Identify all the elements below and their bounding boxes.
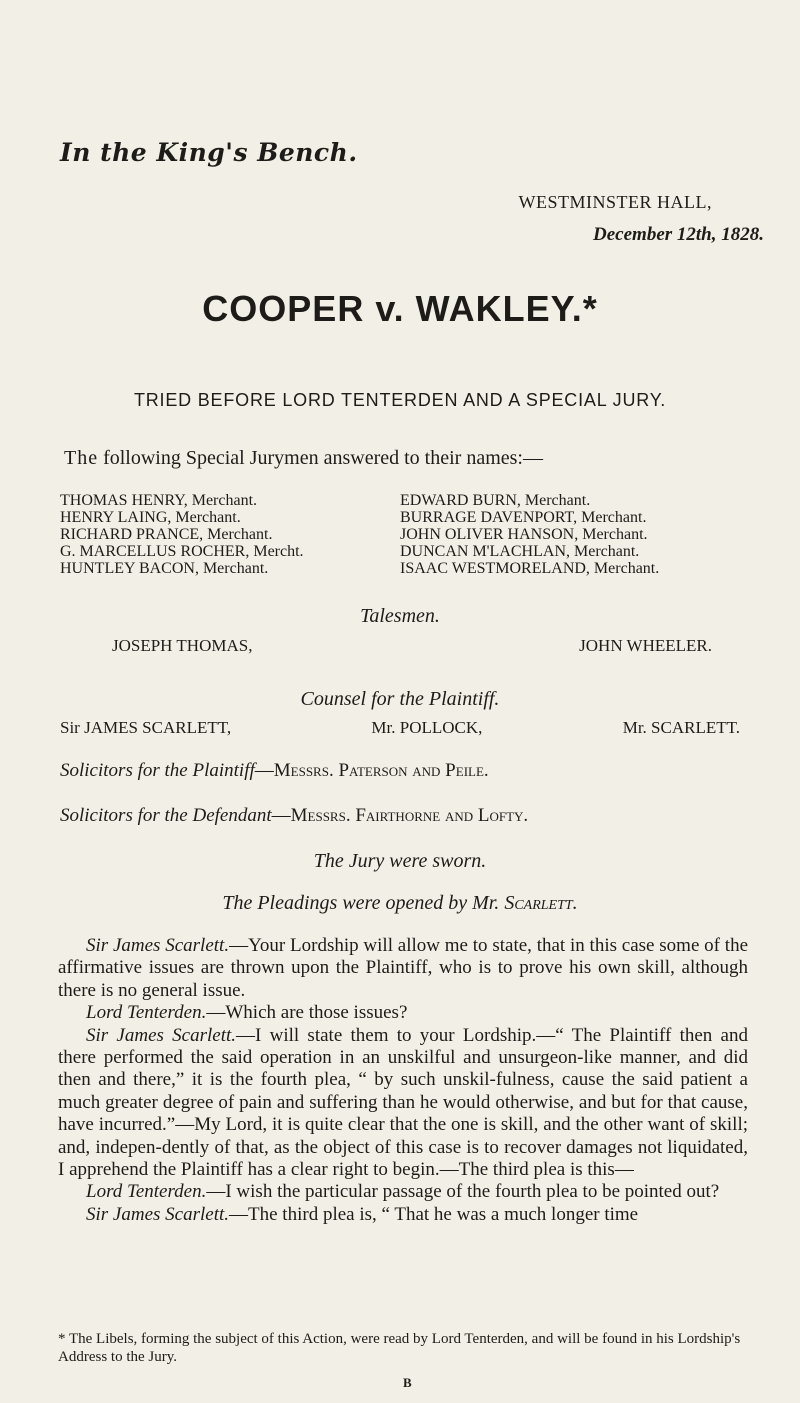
speech: —I will state them to your Lordship.—“ The Plaintiff then and there performed the said operation in an unskilful and unsurgeon-like manner, and did then and there,” it is the fourth plea, “ by such unskil-fulness, cause the said patient a much greater degree of pain and suffering than he would otherwise, and but for that cause, have incurred.”—My Lord, it is quite clear that the one is skill, and the other want of skill; and, indepen-dently of that, as the object of this case is to recover damages not liquidated, I apprehend the Plaintiff has a clear right to begin.—The third plea is this— (58, 1024, 748, 1181)
juror-row (60, 560, 760, 577)
speaker: Lord Tenterden. (86, 1002, 207, 1024)
jurymen-intro (64, 447, 543, 470)
case-title: COOPER v. WAKLEY.* (202, 288, 598, 329)
court-heading: In the King's Bench. (60, 138, 358, 167)
proceedings-text (58, 935, 748, 1226)
paragraph (58, 1025, 748, 1182)
juror-row (60, 543, 760, 560)
signature-mark: B (403, 1375, 412, 1390)
speaker: Sir James Scarlett. (86, 935, 230, 956)
pleadings-opened-name: Scarlett. (504, 892, 578, 914)
speaker: Lord Tenterden. (86, 1181, 207, 1203)
tried-before-line: TRIED BEFORE LORD TENTERDEN AND A SPECIAL JURY. (133, 390, 667, 410)
speech: —Which are those issues? (206, 1002, 408, 1024)
juror-right: JOHN OLIVER HANSON, Merchant. (400, 526, 648, 543)
juror-left: HENRY LAING, Merchant. (60, 509, 241, 526)
pleadings-opened-line (0, 892, 800, 915)
jury-sworn-line: The Jury were sworn. (313, 850, 487, 872)
juror-right: BURRAGE DAVENPORT, Merchant. (400, 509, 647, 526)
juror-right: ISAAC WESTMORELAND, Merchant. (400, 560, 660, 577)
juror-row (60, 526, 760, 543)
counsel-heading: Counsel for the Plaintiff. (300, 688, 500, 710)
paragraph (58, 1002, 748, 1024)
solicitors-plaintiff-label: Solicitors for the Plaintiff (60, 760, 255, 781)
date-line: December 12th, 1828. (593, 224, 764, 245)
speech: —Your Lordship will allow me to state, that in this case some of the affirmative issues are thrown upon the Plaintiff, who is to prove his own skill, although there is no general issue. (58, 935, 748, 1001)
intro-lead: The (64, 447, 99, 469)
juror-left: RICHARD PRANCE, Merchant. (60, 526, 273, 543)
speaker: Sir James Scarlett. (86, 1203, 230, 1225)
intro-rest: following Special Jurymen answered to their names:— (98, 447, 543, 469)
juror-right: EDWARD BURN, Merchant. (400, 492, 591, 509)
speaker: Sir James Scarlett. (86, 1024, 237, 1046)
talesmen-list (112, 636, 752, 656)
talesmen-heading: Talesmen. (360, 605, 440, 627)
juror-row (60, 492, 760, 509)
talesman-name: JOSEPH THOMAS, (112, 636, 253, 655)
counsel-name: Mr. SCARLETT. (622, 718, 740, 737)
paragraph (58, 935, 748, 1002)
jurors-list (60, 492, 760, 577)
speech: —I wish the particular passage of the fourth plea to be pointed out? (206, 1181, 720, 1203)
solicitors-defendant (60, 805, 528, 827)
solicitors-defendant-label: Solicitors for the Defendant (60, 805, 272, 826)
solicitors-plaintiff-value: —Messrs. Paterson and Peile. (254, 760, 489, 781)
counsel-name: Mr. POLLOCK, (371, 718, 483, 737)
juror-right: DUNCAN M'LACHLAN, Merchant. (400, 543, 640, 560)
juror-left: HUNTLEY BACON, Merchant. (60, 560, 269, 577)
footnote: * The Libels, forming the subject of this Action, were read by Lord Tenterden, and will be found in his Lordship's Address to the Jury. (58, 1331, 741, 1365)
juror-left: THOMAS HENRY, Merchant. (60, 492, 258, 509)
solicitors-defendant-value: —Messrs. Fairthorne and Lofty. (271, 805, 529, 826)
paragraph (58, 1181, 748, 1203)
paragraph (58, 1204, 748, 1226)
speech: —The third plea is, “ That he was a much longer time (229, 1203, 639, 1225)
counsel-name: Sir JAMES SCARLETT, (60, 718, 232, 737)
counsel-list (60, 718, 740, 738)
talesman-name: JOHN WHEELER. (579, 636, 712, 655)
place-line: WESTMINSTER HALL, (518, 192, 712, 212)
juror-row (60, 509, 760, 526)
pleadings-opened-lead: The Pleadings were opened by Mr. (222, 892, 505, 914)
juror-left: G. MARCELLUS ROCHER, Mercht. (60, 543, 304, 560)
solicitors-plaintiff (60, 760, 489, 782)
